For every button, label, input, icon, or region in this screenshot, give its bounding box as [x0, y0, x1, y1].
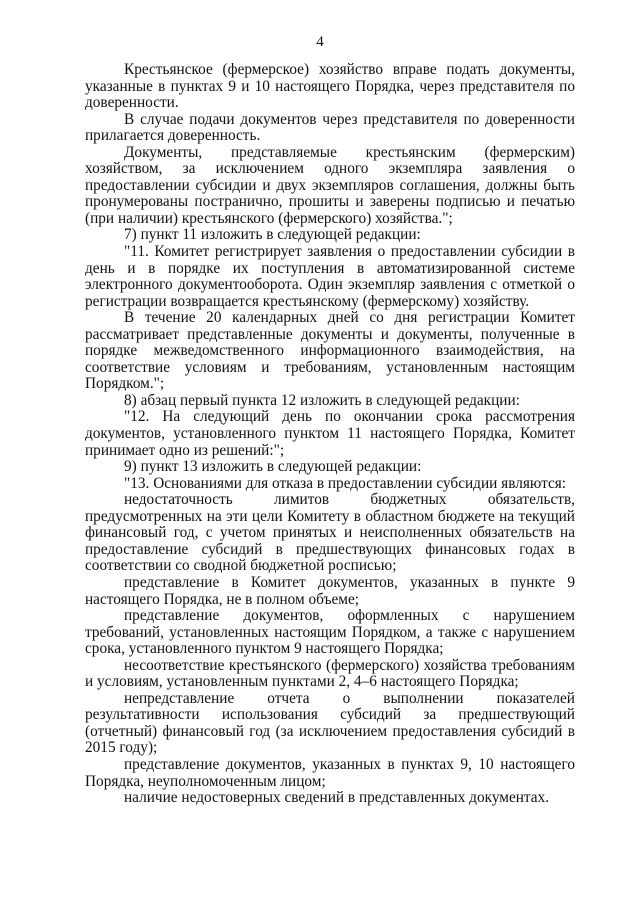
paragraph-violations: представление документов, оформленных с нарушением требований, установленных настоящим Порядком, а также с нарушением срока, установленного пунктом 9 настоящего Порядка;	[85, 607, 575, 658]
paragraph-review-period: В течение 20 календарных дней со дня регистрации Комитет рассматривает представленные документы и документы, полученные в порядке межведомственного информационного взаимодействия, на соответствие условиям и требованиям, установленным настоящим Порядком.";	[85, 309, 575, 393]
paragraph-clause-11: "11. Комитет регистрирует заявления о предоставлении субсидии в день и в порядке их поступления в автоматизированной системе электронного документооборота. Один экземпляр заявления с отметкой о регистрации возвращается крестьянскому (фермерскому) хозяйству.	[85, 243, 575, 310]
paragraph-item-8: 8) абзац первый пункта 12 изложить в следующей редакции:	[124, 391, 520, 409]
page-number: 4	[316, 34, 324, 50]
paragraph-power-of-attorney: В случае подачи документов через представителя по доверенности прилагается доверенность.	[85, 110, 575, 145]
paragraph-item-7: 7) пункт 11 изложить в следующей редакции:	[124, 226, 421, 244]
paragraph-clause-13: "13. Основаниями для отказа в предоставлении субсидии являются:	[124, 474, 567, 492]
paragraph-no-report: непредставление отчета о выполнении показателей результативности использования субсидий за предшествующий (отчетный) финансовый год (за исключением предоставления субсидий в 2015 году);	[85, 689, 575, 757]
paragraph-unauthorized: представление документов, указанных в пунктах 9, 10 настоящего Порядка, неуполномоченным лицом;	[85, 755, 575, 790]
paragraph-false-info: наличие недостоверных сведений в представленных документах.	[124, 789, 550, 807]
paragraph-item-9: 9) пункт 13 изложить в следующей редакции:	[124, 458, 422, 476]
paragraph-clause-12: "12. На следующий день по окончании срока рассмотрения документов, установленного пунктом 11 настоящего Порядка, Комитет принимает одно из решений:";	[85, 408, 575, 459]
document-body	[85, 62, 575, 807]
paragraph-document-requirements: Документы, представляемые крестьянским (фермерским) хозяйством, за исключением одного экземпляра заявления о предоставлении субсидии и двух экземпляров соглашения, должны быть пронумерованы постранично, прошиты и заверены подписью и печатью (при наличии) крестьянского (фермерского) хозяйства.";	[85, 143, 575, 227]
paragraph-budget-limits: недостаточность лимитов бюджетных обязательств, предусмотренных на эти цели Комитету в областном бюджете на текущий финансовый год, с учетом принятых и неисполненных обязательств на предоставление субсидий в предшествующих финансовых годах в соответствии со сводной бюджетной росписью;	[85, 491, 575, 575]
paragraph-incomplete-docs: представление в Комитет документов, указанных в пункте 9 настоящего Порядка, не в полном объеме;	[85, 573, 575, 608]
paragraph-representative: Крестьянское (фермерское) хозяйство вправе подать документы, указанные в пунктах 9 и 10 настоящего Порядка, через представителя по доверенности.	[85, 61, 575, 112]
paragraph-nonconformity: несоответствие крестьянского (фермерского) хозяйства требованиям и условиям, установленным пунктами 2, 4–6 настоящего Порядка;	[85, 656, 575, 691]
